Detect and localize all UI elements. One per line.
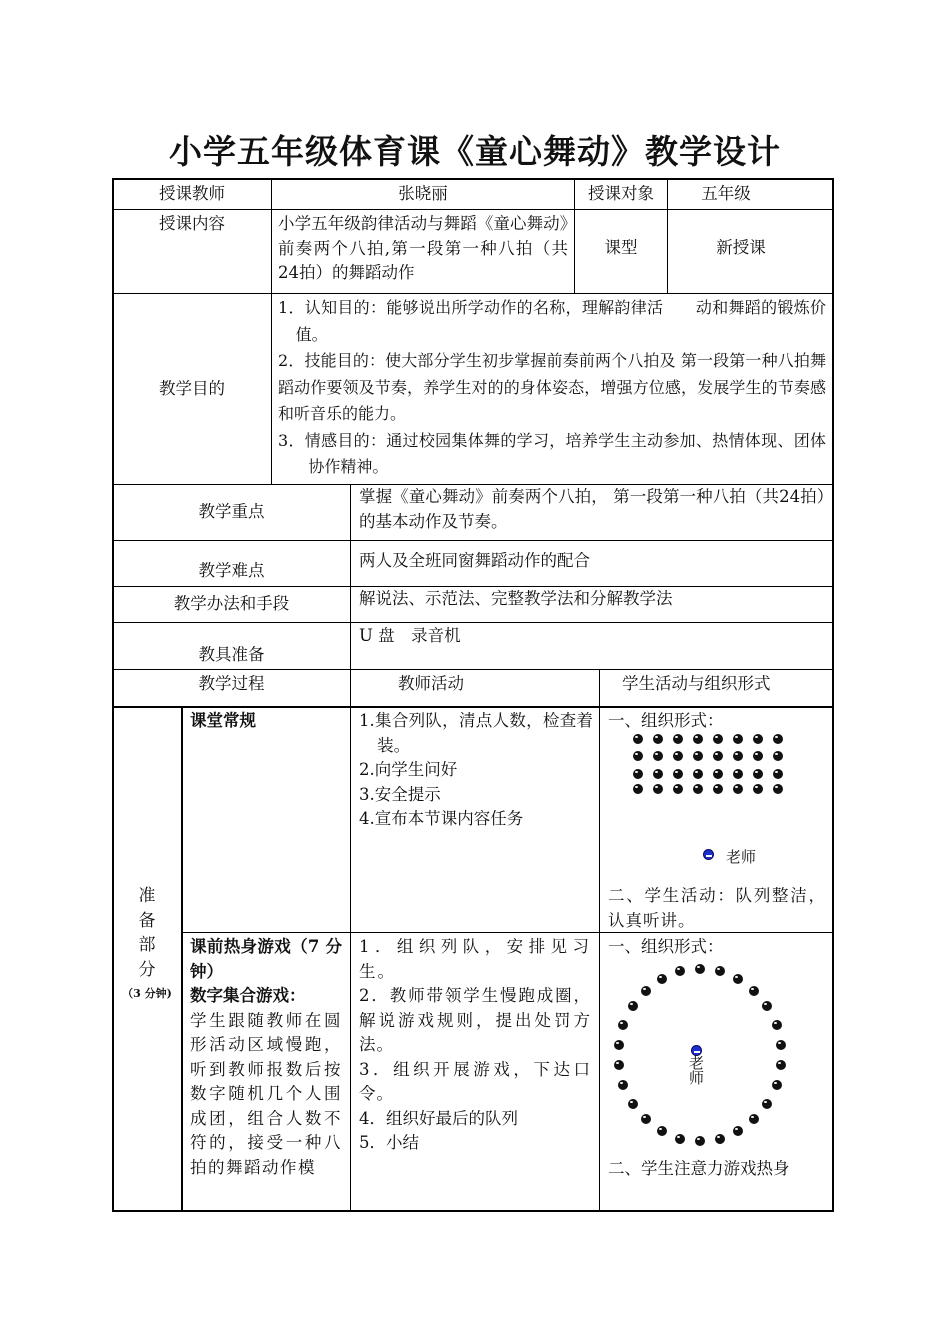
student-dot-icon [657,1126,667,1136]
student-dot-icon [653,784,663,794]
student-dot-icon [693,769,703,779]
student-dot-icon [628,1001,638,1011]
document-title: 小学五年级体育课《童心舞动》教学设计 [169,132,781,171]
student-dot-icon [641,986,651,996]
student-dot-icon [695,1136,705,1146]
student-dot-icon [749,1114,759,1124]
student-dot-icon [675,966,685,976]
student-dot-icon [773,784,783,794]
objective-item: 2．技能目的：使大部分学生初步掌握前奏前两个八拍及 第一段第一种八拍舞蹈动作要领及节奏，养学生对的的身体姿态，增强方位感，发展学生的节奏感和听音乐的能力。 [278,351,826,423]
routine-teacher-item: 3.安全提示 [359,784,441,804]
warmup-game-title: 数字集合游戏： [190,986,306,1005]
teacher-center-label: 老师 [687,1055,705,1085]
student-dot-icon [673,784,683,794]
routine-teacher-item: 2.向学生问好 [359,760,458,779]
content-text: 小学五年级韵律活动与舞蹈《童心舞动》前奏两个八拍,第一段第一种八拍（共24拍）的舞蹈动作 [278,214,568,282]
teacher-name: 张晓丽 [398,183,448,203]
objectives-label: 教学目的 [159,378,225,398]
warmup-teacher-item: 5．小结 [359,1133,419,1152]
objective-item: 3．情感目的：通过校园集体舞的学习，培养学生主动参加、热情体现、团体协作精神。 [278,430,826,476]
student-dot-icon [772,1080,782,1090]
student-dot-icon [733,769,743,779]
student-dot-icon [618,1080,628,1090]
routine-title: 课堂常规 [190,711,256,730]
routine-student-activity: 二、学生活动：队列整洁，认真听讲。 [608,886,826,930]
student-dot-icon [733,734,743,744]
student-dot-icon [657,974,667,984]
student-dot-icon [673,734,683,744]
warmup-block [190,935,342,1180]
student-dot-icon [762,1099,772,1109]
warmup-teacher-item: 3．组织开展游戏，下达口令。 [359,1059,591,1103]
student-dot-icon [653,769,663,779]
student-dot-icon [713,751,723,761]
student-dot-icon [673,769,683,779]
student-dot-icon [753,769,763,779]
routine-org-label: 一、组织形式： [608,711,724,730]
student-dot-icon [773,769,783,779]
key-points-label: 教学重点 [198,502,265,522]
teacher-label: 授课教师 [159,183,225,203]
student-dot-icon [633,751,643,761]
warmup-teacher-item: 2．教师带领学生慢跑成圈，解说游戏规则，提出处罚方法。 [359,986,591,1054]
student-dot-icon [776,1060,786,1070]
student-dot-icon [713,784,723,794]
content-label: 授课内容 [159,214,225,233]
process-label: 教学过程 [198,673,265,693]
student-dot-icon [618,1020,628,1030]
student-dot-icon [733,974,743,984]
audience-value: 五年级 [701,183,751,203]
student-activity-header: 学生活动与组织形式 [622,674,771,693]
student-dot-icon [715,966,725,976]
student-dot-icon [693,751,703,761]
student-dot-icon [673,751,683,761]
student-dot-icon [773,734,783,744]
prep-section-label: 准备部分 [138,886,156,980]
routine-teacher-list [359,709,593,832]
student-dot-icon [653,751,663,761]
student-dot-icon [733,751,743,761]
warmup-org-label: 一、组织形式： [608,937,724,956]
difficulty-text: 两人及全班同窗舞蹈动作的配合 [359,551,590,570]
prep-section [113,884,181,1006]
audience-label: 授课对象 [588,183,654,203]
student-dot-icon [628,1099,638,1109]
student-dot-icon [633,734,643,744]
student-dot-icon [614,1040,624,1050]
student-dot-icon [693,734,703,744]
student-dot-icon [733,784,743,794]
objective-item: 1．认知目的：能够说出所学动作的名称，理解韵律活 动和舞蹈的锻炼价值。 [278,298,826,344]
teacher-marker-label: 老师 [726,848,757,866]
student-dot-icon [773,751,783,761]
teacher-activity-header: 教师活动 [398,674,464,693]
student-dot-icon [695,964,705,974]
routine-teacher-item: 1.集合列队，清点人数，检查着装。 [359,711,593,755]
equipment-label: 教具准备 [198,645,265,664]
equipment-text: U 盘 录音机 [359,626,461,645]
key-points-text: 掌握《童心舞动》前奏两个八拍， 第一段第一种八拍（共24拍）的基本动作及节奏。 [359,487,825,531]
warmup-teacher-list [359,935,591,1156]
student-dot-icon [641,1114,651,1124]
student-dot-icon [633,784,643,794]
warmup-student-activity: 二、学生注意力游戏热身 [608,1159,790,1178]
student-dot-icon [762,1001,772,1011]
student-dot-icon [772,1020,782,1030]
teacher-marker-icon [703,849,714,860]
warmup-teacher-item: 4．组织好最后的队列 [359,1108,518,1128]
methods-text: 解说法、示范法、完整教学法和分解教学法 [359,589,673,608]
student-dot-icon [749,986,759,996]
student-dot-icon [713,734,723,744]
routine-teacher-item: 4.宣布本节课内容任务 [359,809,524,828]
student-dot-icon [715,1134,725,1144]
student-dot-icon [733,1126,743,1136]
type-label: 课型 [604,237,638,257]
objectives-list [278,295,826,481]
warmup-teacher-item: 1．组织列队，安排见习生。 [359,937,591,981]
difficulty-label: 教学难点 [198,561,265,580]
student-dot-icon [713,769,723,779]
student-dot-icon [633,769,643,779]
warmup-game-desc: 学生跟随教师在圆形活动区域慢跑，听到教师报数后按数字随机几个人围成团，组合人数不符的，接受一种八拍的舞蹈动作模 [190,1010,342,1177]
student-dot-icon [753,751,763,761]
student-dot-icon [675,1134,685,1144]
warmup-title: 课前热身游戏（7 分钟） [190,937,342,981]
type-value: 新授课 [716,237,766,257]
student-dot-icon [693,784,703,794]
student-dot-icon [776,1040,786,1050]
student-dot-icon [614,1060,624,1070]
student-dot-icon [753,784,763,794]
prep-duration: （3 分钟) [122,987,172,1000]
methods-label: 教学办法和手段 [173,594,290,614]
student-dot-icon [653,734,663,744]
student-dot-icon [753,734,763,744]
